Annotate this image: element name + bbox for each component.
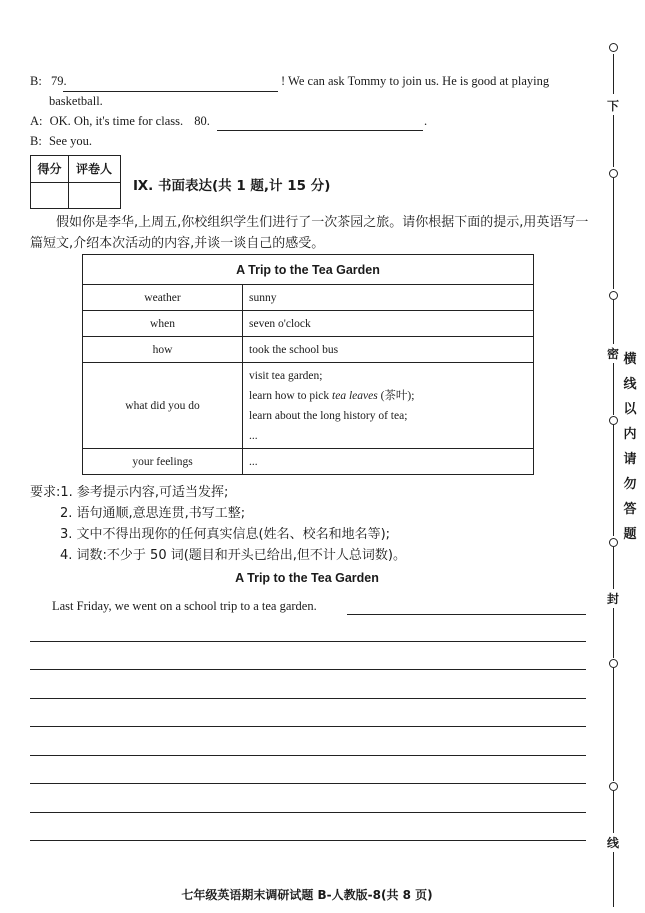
answer-blank-79[interactable]: [63, 91, 278, 92]
pick-tea-leaves-line: learn how to pick tea leaves (茶叶);: [249, 389, 415, 402]
binding-note-char: 以: [623, 402, 637, 417]
writing-line[interactable]: [30, 812, 586, 813]
writing-line[interactable]: [30, 755, 586, 756]
writing-line[interactable]: [30, 726, 586, 727]
binding-note-char: 答: [623, 502, 637, 517]
dialog-b79: B: 79.: [30, 74, 67, 88]
table-row-key: weather: [83, 285, 243, 311]
page-footer: 七年级英语期末调研试题 B-人教版-8(共 8 页): [181, 888, 433, 902]
requirements: 要求:1. 参考提示内容,可适当发挥; 2. 语句通顺,意思连贯,书写工整; 3. 文中不得出现你的任何真实信息(姓名、校名和地名等); 4. 词数:不少于 50 词(题目和开头已给出,但不计人总词数)。: [30, 485, 406, 563]
binding-char: 线: [606, 836, 619, 850]
answer-blank-80[interactable]: [217, 130, 423, 131]
writing-line[interactable]: [30, 641, 586, 642]
binding-hole: [609, 169, 618, 178]
prompt-table-title: A Trip to the Tea Garden: [83, 255, 534, 285]
binding-hole: [609, 782, 618, 791]
grader-label: 评卷人: [75, 162, 112, 176]
prompt-table: [82, 254, 534, 475]
binding-hole: [609, 659, 618, 668]
section-heading: Ⅸ. 书面表达(共 1 题,计 15 分): [133, 178, 331, 194]
binding-note-char: 请: [623, 452, 637, 467]
task-intro: 假如你是李华,上周五,你校组织学生们进行了一次茶园之旅。请你根据下面的提示,用英语写一篇短文,介绍本次活动的内容,并谈一谈自己的感受。: [30, 215, 589, 251]
binding-hole: [609, 291, 618, 300]
table-row-key: your feelings: [83, 449, 243, 475]
writing-line[interactable]: [347, 614, 586, 615]
essay-opening: Last Friday, we went on a school trip to a tea garden.: [52, 599, 317, 613]
binding-char: 封: [606, 592, 619, 606]
binding-note-char: 内: [623, 427, 637, 442]
essay-title: A Trip to the Tea Garden: [235, 571, 379, 585]
table-row-value: sunny: [243, 285, 534, 311]
binding-hole: [609, 538, 618, 547]
writing-line[interactable]: [30, 698, 586, 699]
binding-hole: [609, 416, 618, 425]
table-row-value: visit tea garden; learn how to pick tea leaves (茶叶); learn about the long history of tea; ...: [243, 363, 534, 449]
table-row-key: what did you do: [83, 363, 243, 449]
table-row-key: when: [83, 311, 243, 337]
binding-note-char: 勿: [623, 477, 637, 492]
dialog-b-last: B: See you.: [30, 134, 92, 148]
score-box: [30, 155, 121, 209]
score-label: 得分: [37, 162, 62, 176]
binding-note-char: 横: [623, 352, 637, 367]
dialog-b79-cont: basketball.: [49, 94, 103, 108]
writing-line[interactable]: [30, 840, 586, 841]
binding-hole: [609, 43, 618, 52]
binding-char: 密: [606, 347, 619, 361]
table-row-value: seven o'clock: [243, 311, 534, 337]
binding-note-char: 线: [623, 377, 637, 392]
table-row-value: took the school bus: [243, 337, 534, 363]
table-row-value: ...: [243, 449, 534, 475]
binding-note-char: 题: [623, 527, 637, 542]
dialog-a80: A: OK. Oh, it's time for class. 80.: [30, 114, 210, 128]
dialog-b79-tail: ! We can ask Tommy to join us. He is good at playing: [281, 74, 550, 88]
binding-char: 下: [606, 99, 619, 113]
dialog-a80-end: .: [424, 114, 428, 128]
writing-line[interactable]: [30, 783, 586, 784]
writing-line[interactable]: [30, 669, 586, 670]
table-row-key: how: [83, 337, 243, 363]
